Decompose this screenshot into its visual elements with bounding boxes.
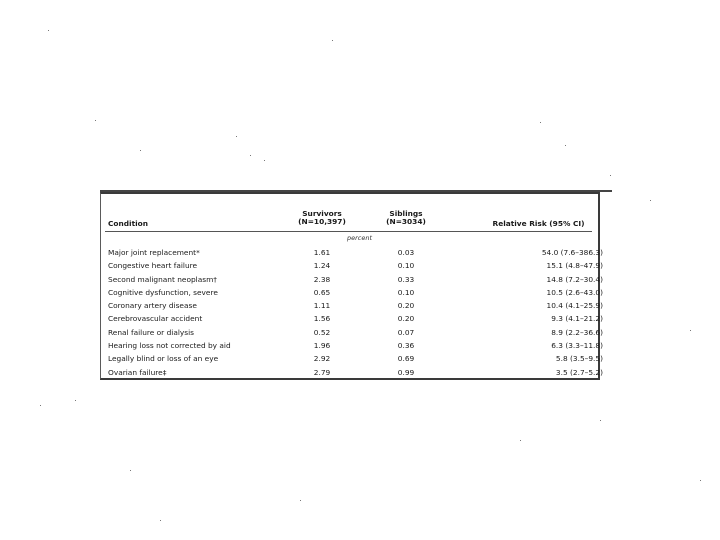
row-siblings-percent: 0.20 [397,301,415,311]
row-relative-risk: 10.5 (2.6–43.0) [546,287,603,297]
row-siblings-percent: 0.36 [397,341,415,351]
scan-speck [140,150,141,151]
scan-speck [160,520,161,521]
scan-speck [300,500,301,501]
scan-speck [600,420,601,421]
row-survivors-percent: 0.52 [313,327,331,337]
header-siblings [371,210,441,226]
header-survivors-n: (N=10,397) [298,217,346,226]
row-survivors-percent: 1.96 [313,341,331,351]
row-condition: Cognitive dysfunction, severe [108,287,218,297]
row-relative-risk: 9.3 (4.1–21.2) [551,314,603,324]
row-siblings-percent: 0.10 [397,287,415,297]
data-table [100,192,603,380]
table-row [101,339,603,352]
scan-speck [130,470,131,471]
scan-speck [700,480,701,481]
row-survivors-percent: 2.38 [313,274,331,284]
row-relative-risk: 8.9 (2.2–36.6) [551,327,603,337]
row-condition: Legally blind or loss of an eye [108,354,219,364]
row-survivors-percent: 0.65 [313,287,331,297]
row-relative-risk: 6.3 (3.3–11.8) [551,341,603,351]
row-survivors-percent: 1.61 [313,248,331,257]
row-condition: Congestive heart failure [108,261,198,271]
table-row [101,326,603,339]
scan-speck [95,120,96,121]
table-row [101,366,603,379]
row-relative-risk: 54.0 (7.6–386.3) [541,248,603,257]
header-siblings-n: (N=3034) [386,217,426,226]
row-siblings-percent: 0.33 [397,274,415,284]
row-survivors-percent: 1.56 [313,314,331,324]
scan-speck [565,145,566,146]
scan-speck [520,440,521,441]
header-relative-risk: Relative Risk (95% CI) [492,219,585,228]
unit-label: percent [347,234,373,242]
row-siblings-percent: 0.10 [397,261,415,271]
row-survivors-percent: 1.24 [313,261,331,271]
header-condition: Condition [108,219,148,228]
row-relative-risk: 10.4 (4.1–25.9) [546,301,603,311]
table-row [101,273,603,286]
row-relative-risk: 15.1 (4.8–47.9) [546,261,603,271]
table-body [101,246,603,379]
scan-speck [250,155,251,156]
scan-speck [48,30,49,31]
scan-speck [540,122,541,123]
scan-speck [264,160,265,161]
header-survivors-title: Survivors [302,209,342,218]
table-header [101,206,598,234]
scan-speck [40,405,41,406]
row-condition: Major joint replacement* [108,248,200,257]
scan-speck [690,330,691,331]
scan-speck [75,400,76,401]
header-siblings-title: Siblings [389,209,423,218]
row-relative-risk: 14.8 (7.2–30.4) [546,274,603,284]
row-survivors-percent: 1.11 [313,301,331,311]
scan-speck [610,175,611,176]
table-row [101,246,603,259]
scan-speck [650,200,651,201]
header-divider [105,231,592,232]
row-siblings-percent: 0.99 [397,367,415,377]
table-row [101,352,603,365]
table-row [101,312,603,325]
row-condition: Ovarian failure‡ [108,367,167,377]
row-survivors-percent: 2.79 [313,367,331,377]
row-siblings-percent: 0.03 [397,248,415,257]
scan-speck [332,40,333,41]
row-relative-risk: 5.8 (3.5–9.5) [555,354,603,364]
row-survivors-percent: 2.92 [313,354,331,364]
row-condition: Second malignant neoplasm† [108,274,217,284]
row-condition: Cerebrovascular accident [108,314,203,324]
row-condition: Coronary artery disease [108,301,197,311]
table-row [101,286,603,299]
row-siblings-percent: 0.20 [397,314,415,324]
scan-speck [236,136,237,137]
row-relative-risk: 3.5 (2.7–5.2) [555,367,603,377]
row-condition: Hearing loss not corrected by aid [108,341,231,351]
table-row [101,259,603,272]
header-survivors [287,210,357,226]
table-row [101,299,603,312]
row-siblings-percent: 0.07 [397,327,415,337]
row-condition: Renal failure or dialysis [108,327,195,337]
row-siblings-percent: 0.69 [397,354,415,364]
